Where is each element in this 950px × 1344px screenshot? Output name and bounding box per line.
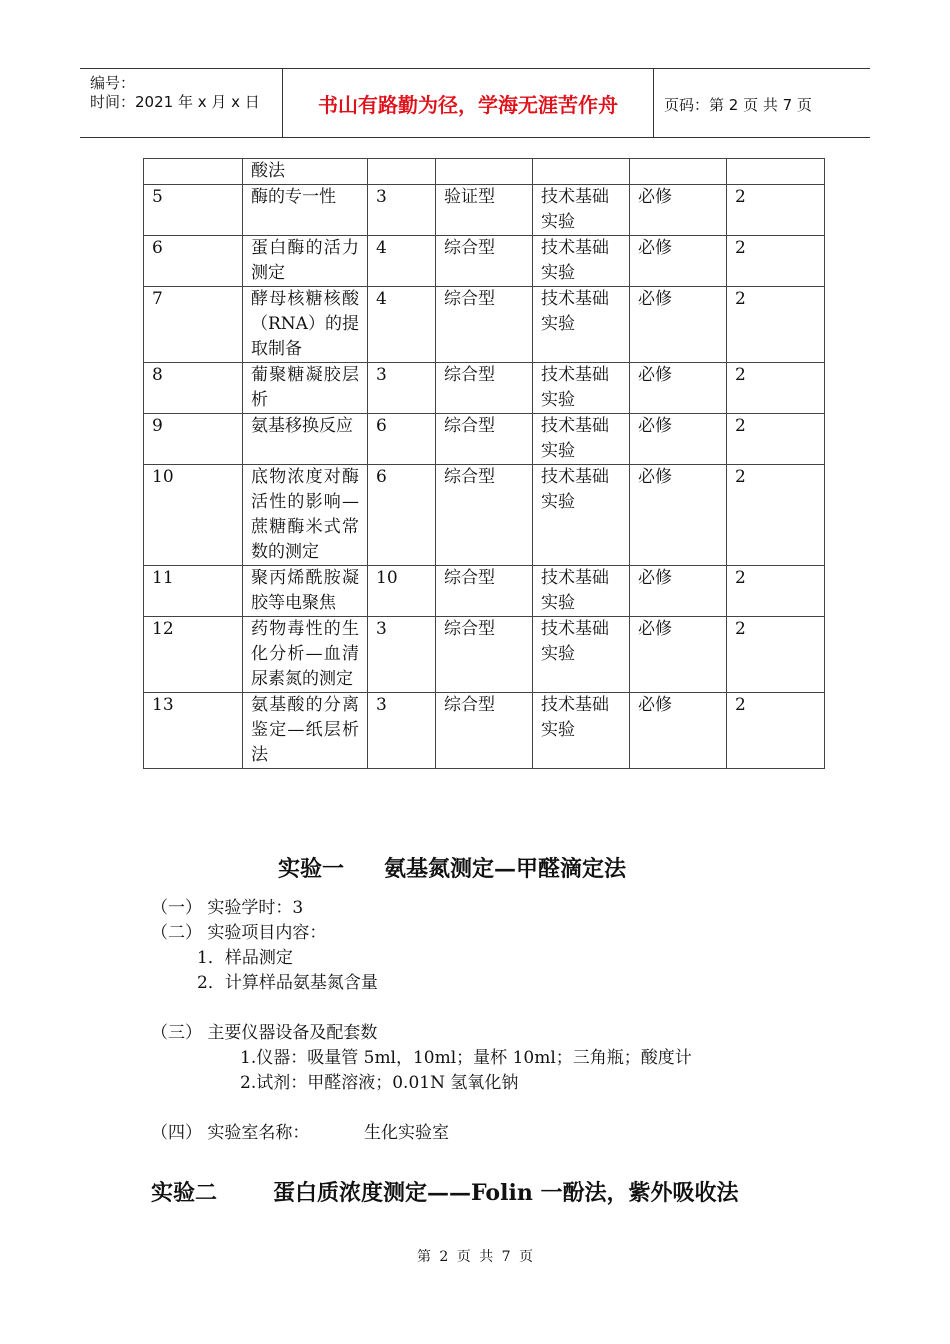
- cell-number: 10: [144, 465, 243, 566]
- table-row: [144, 185, 825, 236]
- cell-number: 11: [144, 566, 243, 617]
- page-header: [80, 68, 870, 138]
- cell-hours: 10: [368, 566, 436, 617]
- cell-category: 技术基础实验: [533, 465, 630, 566]
- cell-hours: 3: [368, 693, 436, 769]
- table-row: [144, 236, 825, 287]
- cell-group-size: 2: [727, 693, 825, 769]
- experiment1-number: 实验一: [278, 856, 345, 882]
- cell-group-size: [727, 159, 825, 185]
- cell-type: [436, 159, 533, 185]
- experiment2-title: 蛋白质浓度测定——Folin 一酚法，紫外吸收法: [273, 1180, 739, 1206]
- cell-hours: 4: [368, 287, 436, 363]
- table-row: [144, 287, 825, 363]
- cell-experiment-name: 底物浓度对酶活性的影响—蔗糖酶米式常数的测定: [243, 465, 368, 566]
- table-row: [144, 617, 825, 693]
- course-table-body: [144, 159, 825, 769]
- header-meta-cell: [80, 69, 283, 137]
- cell-requirement: [630, 159, 727, 185]
- cell-category: 技术基础实验: [533, 287, 630, 363]
- cell-type: 综合型: [436, 414, 533, 465]
- experiment1-heading: [278, 852, 626, 883]
- table-row: [144, 693, 825, 769]
- cell-number: [144, 159, 243, 185]
- experiment1-equipment-reagents: 2.试剂：甲醛溶液；0.01N 氢氧化钠: [240, 1073, 519, 1093]
- cell-category: 技术基础实验: [533, 414, 630, 465]
- cell-hours: 3: [368, 363, 436, 414]
- cell-number: 6: [144, 236, 243, 287]
- cell-experiment-name: 酶的专一性: [243, 185, 368, 236]
- cell-requirement: 必修: [630, 566, 727, 617]
- experiment1-item: 1．样品测定: [197, 948, 293, 968]
- cell-hours: 4: [368, 236, 436, 287]
- cell-experiment-name: 聚丙烯酰胺凝胶等电聚焦: [243, 566, 368, 617]
- page-footer: 第 2 页 共 7 页: [416, 1249, 534, 1265]
- experiment1-lab-label: （四） 实验室名称：: [151, 1123, 310, 1143]
- cell-group-size: 2: [727, 566, 825, 617]
- cell-category: 技术基础实验: [533, 617, 630, 693]
- number-label: 编号：: [90, 74, 136, 92]
- cell-hours: 6: [368, 465, 436, 566]
- cell-type: 综合型: [436, 566, 533, 617]
- cell-number: 12: [144, 617, 243, 693]
- cell-requirement: 必修: [630, 287, 727, 363]
- cell-number: 9: [144, 414, 243, 465]
- cell-hours: 6: [368, 414, 436, 465]
- cell-hours: [368, 159, 436, 185]
- cell-group-size: 2: [727, 465, 825, 566]
- cell-hours: 3: [368, 185, 436, 236]
- cell-type: 综合型: [436, 465, 533, 566]
- experiment1-equipment-label: （三） 主要仪器设备及配套数: [151, 1023, 378, 1043]
- cell-group-size: 2: [727, 287, 825, 363]
- cell-type: 综合型: [436, 693, 533, 769]
- cell-requirement: 必修: [630, 465, 727, 566]
- cell-group-size: 2: [727, 414, 825, 465]
- cell-requirement: 必修: [630, 693, 727, 769]
- table-row: [144, 159, 825, 185]
- cell-group-size: 2: [727, 185, 825, 236]
- time-label: 时间：2021 年 x 月 x 日: [90, 93, 260, 111]
- experiment2-heading: [151, 1176, 738, 1207]
- cell-experiment-name: 氨基移换反应: [243, 414, 368, 465]
- cell-number: 13: [144, 693, 243, 769]
- cell-category: 技术基础实验: [533, 236, 630, 287]
- cell-number: 8: [144, 363, 243, 414]
- cell-category: 技术基础实验: [533, 185, 630, 236]
- cell-category: [533, 159, 630, 185]
- experiment1-item: 2．计算样品氨基氮含量: [197, 973, 378, 993]
- cell-experiment-name: 药物毒性的生化分析—血清尿素氮的测定: [243, 617, 368, 693]
- experiment2-number: 实验二: [151, 1180, 218, 1206]
- cell-experiment-name: 氨基酸的分离鉴定—纸层析法: [243, 693, 368, 769]
- cell-group-size: 2: [727, 363, 825, 414]
- cell-type: 综合型: [436, 363, 533, 414]
- table-row: [144, 414, 825, 465]
- header-page-info: 页码：第 2 页 共 7 页: [664, 96, 812, 114]
- cell-requirement: 必修: [630, 236, 727, 287]
- cell-category: 技术基础实验: [533, 566, 630, 617]
- cell-group-size: 2: [727, 617, 825, 693]
- experiment1-content-label: （二） 实验项目内容：: [151, 923, 327, 943]
- cell-experiment-name: 葡聚糖凝胶层析: [243, 363, 368, 414]
- cell-requirement: 必修: [630, 185, 727, 236]
- table-row: [144, 363, 825, 414]
- table-row: [144, 566, 825, 617]
- cell-experiment-name: 酸法: [243, 159, 368, 185]
- cell-group-size: 2: [727, 236, 825, 287]
- cell-number: 7: [144, 287, 243, 363]
- experiment1-title: 氨基氮测定—甲醛滴定法: [384, 856, 627, 882]
- cell-category: 技术基础实验: [533, 693, 630, 769]
- table-row: [144, 465, 825, 566]
- cell-number: 5: [144, 185, 243, 236]
- cell-requirement: 必修: [630, 617, 727, 693]
- cell-type: 综合型: [436, 236, 533, 287]
- cell-type: 验证型: [436, 185, 533, 236]
- cell-experiment-name: 酵母核糖核酸（RNA）的提取制备: [243, 287, 368, 363]
- course-table: [143, 158, 825, 769]
- cell-category: 技术基础实验: [533, 363, 630, 414]
- cell-requirement: 必修: [630, 363, 727, 414]
- experiment1-hours: （一） 实验学时：3: [151, 898, 304, 918]
- cell-type: 综合型: [436, 617, 533, 693]
- cell-requirement: 必修: [630, 414, 727, 465]
- experiment1-equipment-instruments: 1.仪器：吸量管 5ml，10ml；量杯 10ml；三角瓶；酸度计: [240, 1048, 692, 1068]
- cell-type: 综合型: [436, 287, 533, 363]
- cell-hours: 3: [368, 617, 436, 693]
- cell-experiment-name: 蛋白酶的活力测定: [243, 236, 368, 287]
- header-motto: 书山有路勤为径，学海无涯苦作舟: [283, 69, 654, 137]
- experiment1-lab-name: 生化实验室: [364, 1123, 449, 1143]
